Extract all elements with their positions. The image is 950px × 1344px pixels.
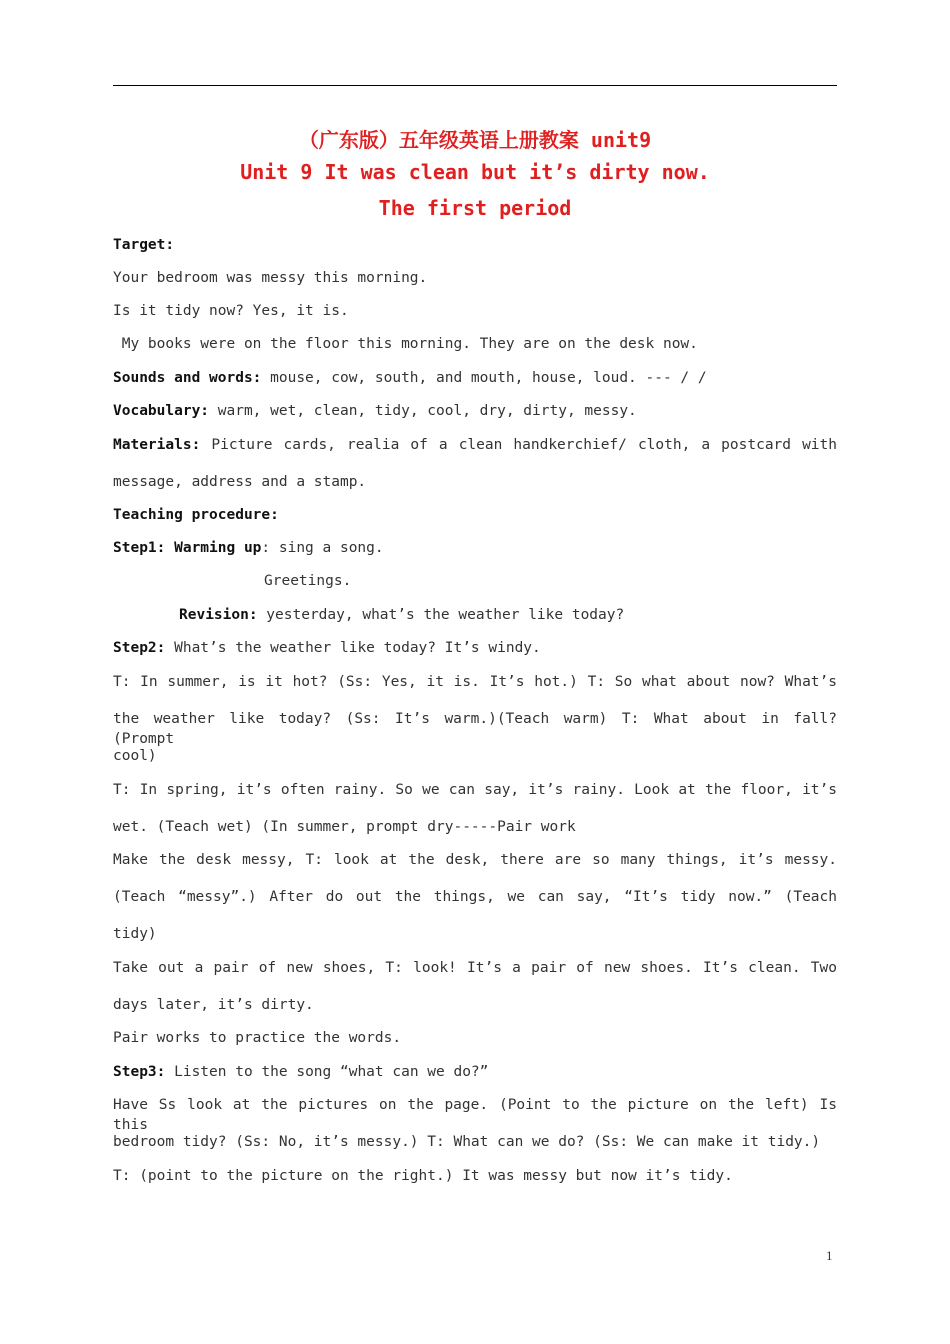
step2-line: [113, 638, 837, 658]
procedure-heading: Teaching procedure:: [113, 507, 279, 523]
vocabulary-text: warm, wet, clean, tidy, cool, dry, dirty, messy.: [209, 403, 637, 419]
step2-text: What’s the weather like today? It’s windy.: [165, 640, 541, 656]
step3-line: [113, 1062, 837, 1082]
step1-text: : sing a song.: [261, 540, 384, 556]
sounds-text: mouse, cow, south, and mouth, house, loud. --- / /: [261, 370, 707, 386]
materials-text-1: Picture cards, realia of a clean handkerchief/ cloth, a postcard with: [200, 437, 837, 453]
step2-para3-line2: (Teach “messy”.) After do out the things, we can say, “It’s tidy now.” (Teach: [113, 889, 837, 905]
target-line-2: Is it tidy now? Yes, it is.: [113, 303, 349, 319]
materials-label: Materials:: [113, 437, 201, 453]
step2-para4-line2: days later, it’s dirty.: [113, 997, 314, 1013]
step1-label: Step1: Warming up: [113, 540, 262, 556]
step1-revision: [179, 605, 819, 625]
step2-para3-line1: Make the desk messy, T: look at the desk, there are so many things, it’s messy.: [113, 852, 837, 868]
step3-para2: T: (point to the picture on the right.) It was messy but now it’s tidy.: [113, 1168, 733, 1184]
target-line-3: My books were on the floor this morning. They are on the desk now.: [113, 336, 698, 352]
step2-para5: Pair works to practice the words.: [113, 1030, 402, 1046]
sounds-line: [113, 368, 837, 388]
title-unit: Unit 9 It was clean but it’s dirty now.: [240, 160, 710, 184]
step2-para4-line1: Take out a pair of new shoes, T: look! It’s a pair of new shoes. It’s clean. Two: [113, 960, 837, 976]
materials-line-1: [113, 435, 837, 455]
step2-label: Step2:: [113, 640, 166, 656]
title-period: The first period: [378, 196, 572, 220]
step3-para1-line2: bedroom tidy? (Ss: No, it’s messy.) T: What can we do? (Ss: We can make it tidy.): [113, 1134, 821, 1150]
step2-para1-line3: cool): [113, 748, 157, 764]
revision-text: yesterday, what’s the weather like today?: [257, 607, 625, 623]
target-heading: Target:: [113, 237, 175, 253]
header-rule: [113, 85, 837, 86]
vocabulary-label: Vocabulary:: [113, 403, 210, 419]
step3-text: Listen to the song “what can we do?”: [165, 1064, 489, 1080]
page-number: 1: [826, 1248, 833, 1263]
step2-para3-line3: tidy): [113, 926, 157, 942]
vocabulary-line: [113, 401, 837, 421]
revision-label: Revision:: [179, 607, 258, 623]
title-chinese: （广东版）五年级英语上册教案 unit9: [298, 128, 652, 152]
sounds-label: Sounds and words:: [113, 370, 262, 386]
step2-para1-line1: T: In summer, is it hot? (Ss: Yes, it is. It’s hot.) T: So what about now? What’s: [113, 674, 837, 690]
target-line-1: Your bedroom was messy this morning.: [113, 270, 428, 286]
step2-para1-line2: the weather like today? (Ss: It’s warm.)(Teach warm) T: What about in fall? (Prompt: [113, 711, 837, 747]
step1-greetings: Greetings.: [264, 573, 352, 589]
step3-para1-line1: Have Ss look at the pictures on the page. (Point to the picture on the left) Is this: [113, 1097, 837, 1133]
step3-label: Step3:: [113, 1064, 166, 1080]
step2-para2-line1: T: In spring, it’s often rainy. So we can say, it’s rainy. Look at the floor, it’s: [113, 782, 837, 798]
step2-para2-line2: wet. (Teach wet) (In summer, prompt dry-----Pair work: [113, 819, 576, 835]
materials-line-2: message, address and a stamp.: [113, 474, 367, 490]
step1-line: [113, 538, 837, 558]
